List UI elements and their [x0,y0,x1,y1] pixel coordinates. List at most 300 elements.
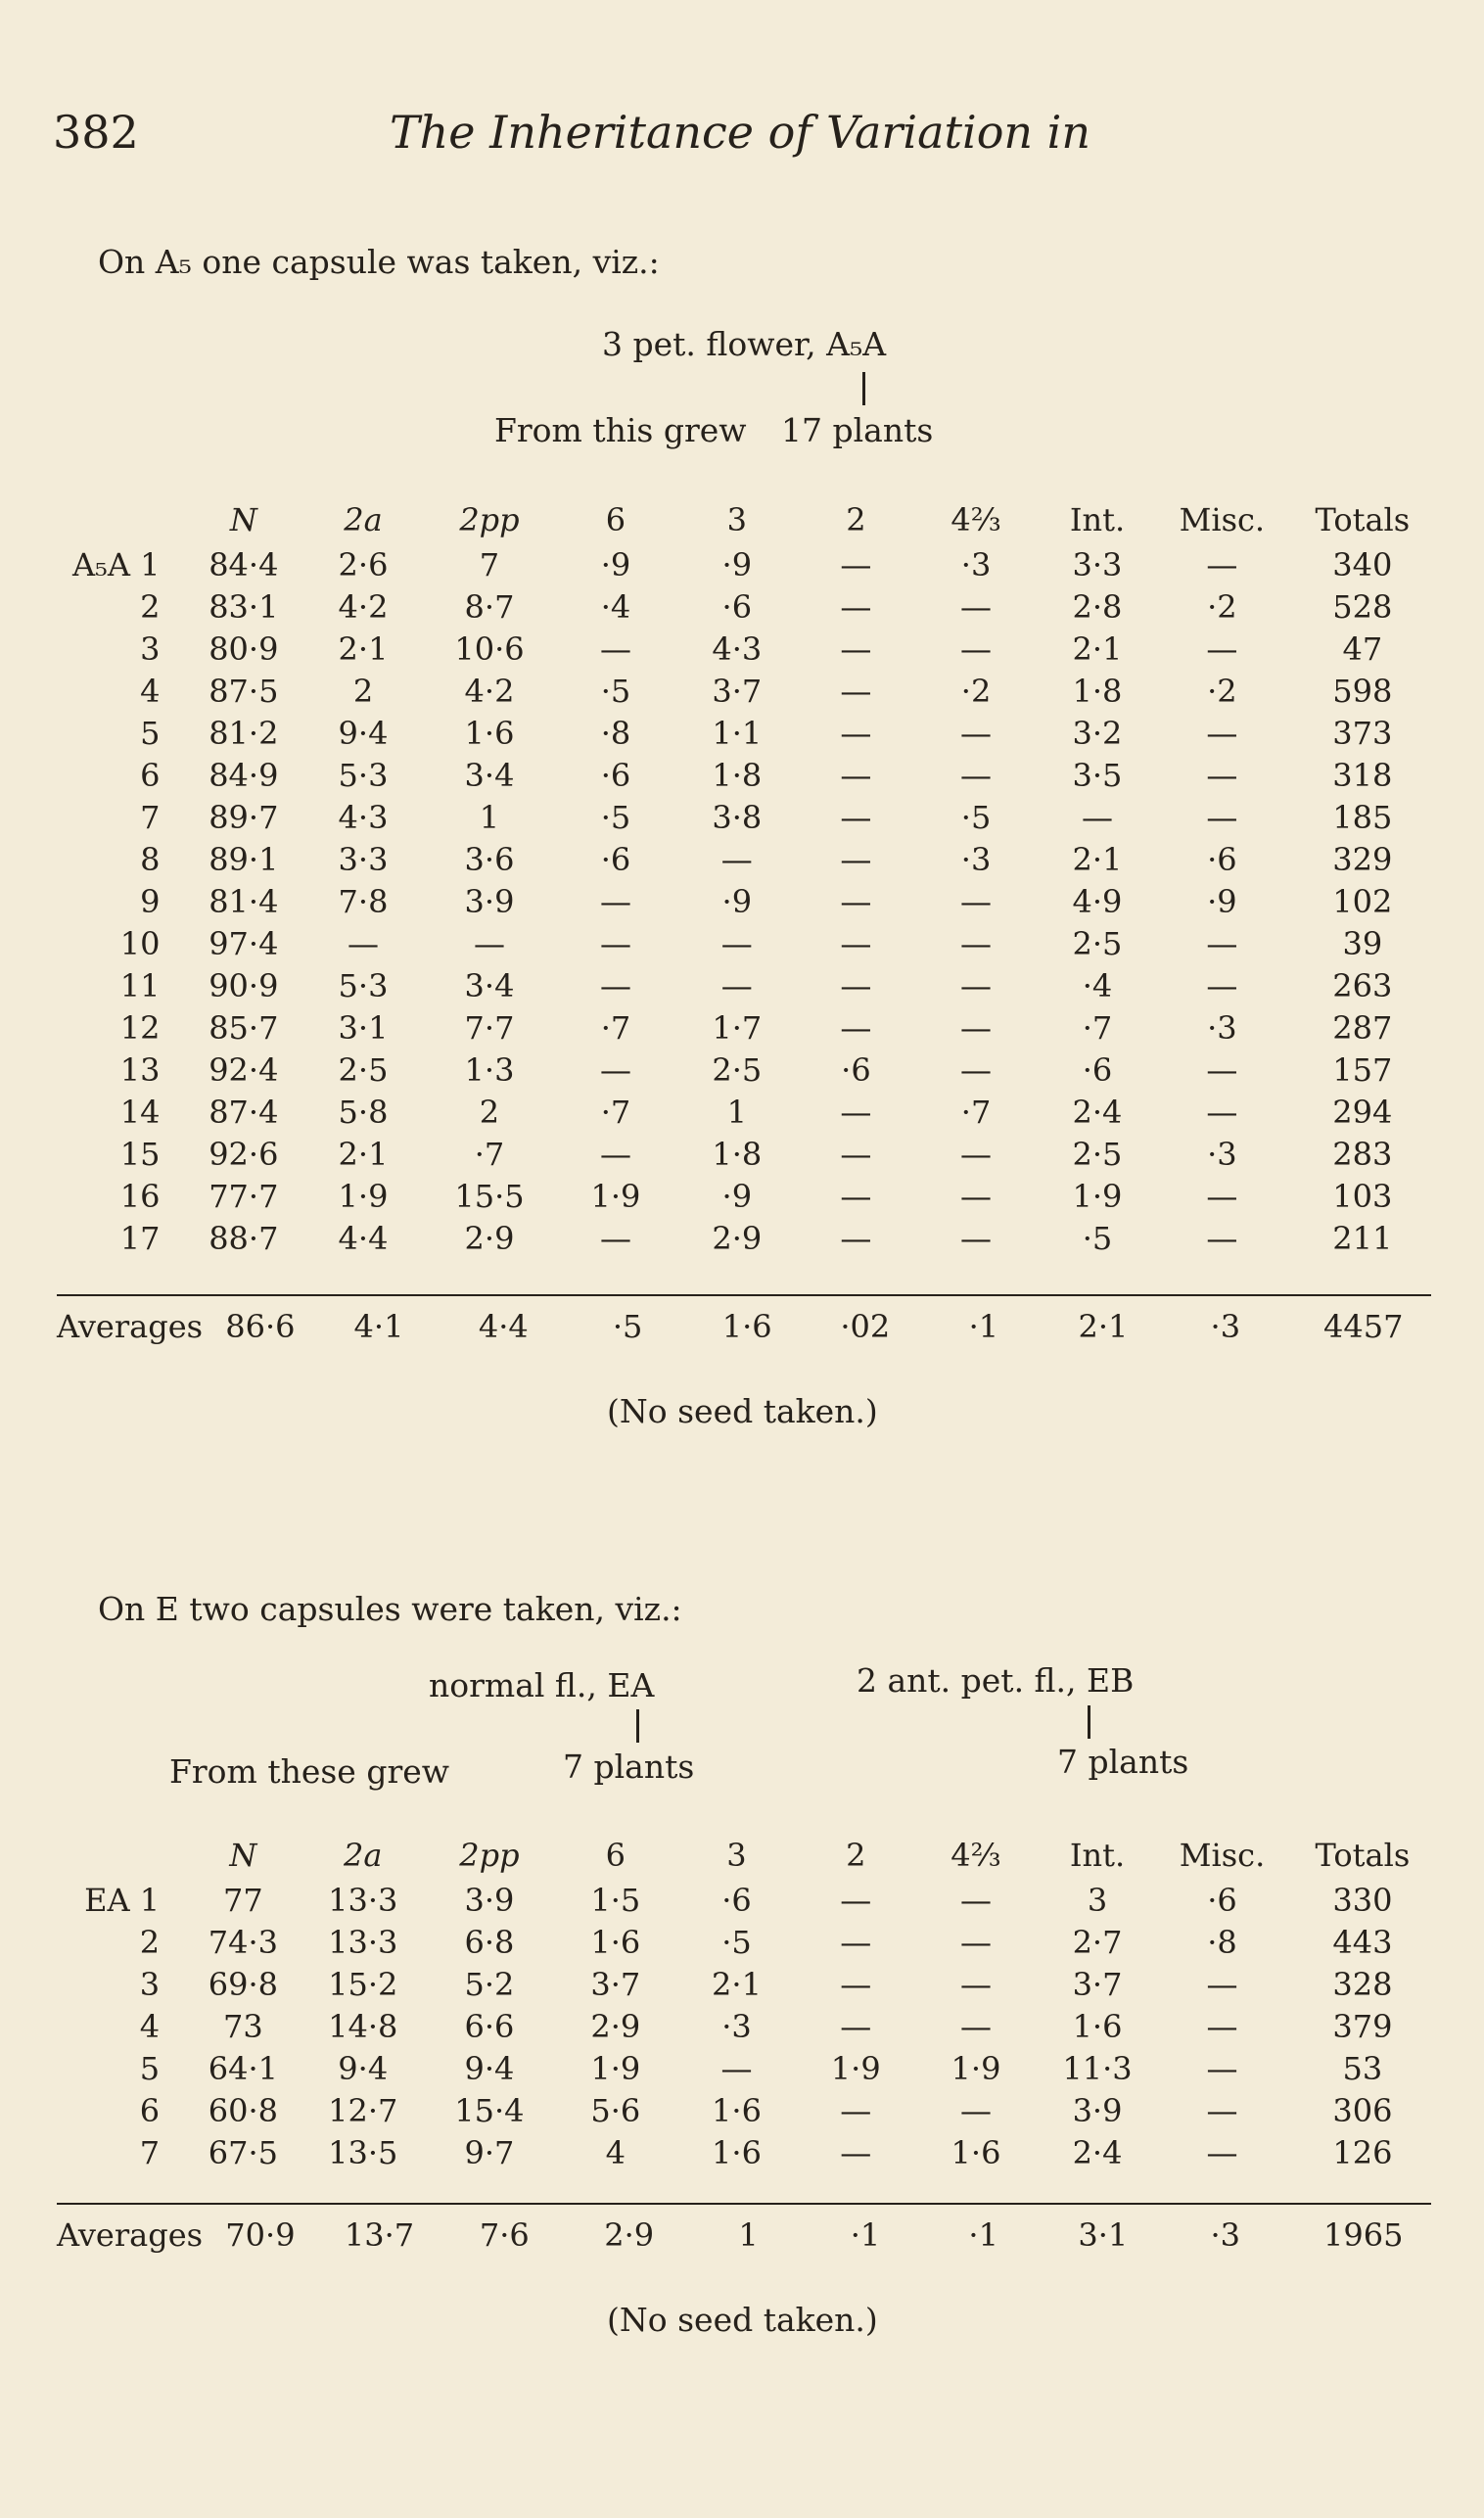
table-cell: 83·1 [209,588,279,626]
table-cell: 73 [223,2008,263,2045]
section1-table [57,495,1439,1260]
table-cell: — [1206,546,1238,583]
table-cell: ·6 [721,1882,752,1919]
table-row [57,2006,1439,2048]
table-cell: 2·6 [338,546,389,583]
column-header: 2pp [459,501,520,538]
table-cell: ·3 [1207,1136,1237,1173]
average-cell: 1965 [1323,2216,1404,2254]
table-cell: — [1206,1094,1238,1131]
average-cell: 3·1 [1078,2216,1129,2254]
table-cell: — [840,630,872,668]
table-cell: — [840,841,872,878]
section1-averages [57,1306,1439,1348]
column-header: 2pp [459,1837,520,1874]
table-row [57,1007,1439,1049]
row-label: 4 [140,673,161,710]
table-cell: — [959,1924,992,1961]
table-cell: 263 [1332,967,1393,1004]
table-row [57,1922,1439,1964]
row-label: 8 [140,841,161,878]
table-cell: 373 [1332,715,1393,752]
table-cell: ·4 [1082,967,1113,1004]
column-header [57,495,186,544]
table-cell: 88·7 [209,1220,279,1257]
table-cell: 13·5 [328,2134,398,2171]
section1-intro: On A₅ one capsule was taken, viz.: [98,243,660,281]
row-label: 14 [119,1094,161,1131]
table-cell: 84·4 [209,546,279,583]
table-row [57,544,1439,586]
row-label: EA 1 [84,1882,161,1919]
table-cell: 1·6 [464,715,515,752]
table-cell: 9·4 [464,2050,515,2087]
table-cell: ·6 [1207,1882,1237,1919]
table-cell: 2·5 [1072,925,1123,962]
table-cell: — [840,546,872,583]
table-cell: 1·3 [464,1051,515,1089]
average-cell: ·3 [1210,2216,1241,2254]
table-cell: 74·3 [208,1924,278,1961]
table-cell: 92·6 [209,1136,279,1173]
table-cell: — [1206,799,1238,836]
table-cell: 13·3 [328,1924,398,1961]
table-cell: 9·7 [464,2134,515,2171]
table-cell: 3·2 [1072,715,1123,752]
section1-note: (No seed taken.) [607,1392,878,1430]
table-cell: 15·2 [328,1966,398,2003]
table-cell: — [720,841,753,878]
table-row [57,2132,1439,2174]
table-cell: 3·4 [464,967,515,1004]
table-cell: 1 [479,799,500,836]
table-cell: 9·4 [338,2050,389,2087]
section1-descent-line [862,372,865,405]
table-cell: ·9 [721,883,753,920]
table-cell: ·6 [721,588,753,626]
average-cell: ·1 [968,2216,998,2254]
row-label: 16 [119,1178,161,1215]
table-cell: — [1206,1051,1238,1089]
table-row [57,923,1439,965]
table-cell: 3·9 [464,883,515,920]
table-cell: 4·4 [338,1220,389,1257]
table-cell: 2·1 [1072,841,1123,878]
table-cell: — [840,799,872,836]
table-cell: 7·8 [338,883,389,920]
averages-row [57,1306,1439,1348]
table-cell: — [960,1009,993,1047]
average-cell: 1 [738,2216,759,2254]
table-cell: 53 [1342,2050,1383,2087]
table-cell: 3·7 [590,1966,641,2003]
table-cell: — [840,1220,872,1257]
average-cell: ·5 [612,1308,643,1345]
table-cell: 15·5 [454,1178,525,1215]
table-cell: — [1206,1966,1238,2003]
table-cell: ·6 [1082,1051,1113,1089]
section2-parent-b: 2 ant. pet. fl., EB [857,1661,1135,1700]
table-cell: 12·7 [328,2092,398,2129]
table-cell: ·5 [600,673,631,710]
table-cell: — [1206,1220,1238,1257]
average-cell: ·3 [1210,1308,1241,1345]
table-cell: ·4 [600,588,631,626]
table-cell: 2·1 [712,1966,762,2003]
table-cell: — [840,757,872,794]
table-cell: 5·3 [338,967,389,1004]
row-label: 7 [140,799,161,836]
table-cell: 2 [479,1094,500,1131]
column-header: 6 [605,501,626,538]
table-cell: ·5 [721,1924,752,1961]
table-cell: ·6 [1207,841,1237,878]
table-row [57,881,1439,923]
column-header: 3 [726,501,747,538]
table-row [57,1049,1439,1092]
table-cell: 185 [1332,799,1393,836]
row-label: 6 [140,757,161,794]
average-cell: 1·6 [721,1308,772,1345]
table-cell: 528 [1332,588,1393,626]
section2-note: (No seed taken.) [607,2301,878,2339]
table-cell: 157 [1332,1051,1393,1089]
table-cell: 85·7 [209,1009,279,1047]
table-cell: — [1081,799,1113,836]
row-label: 3 [139,1966,161,2003]
table-cell: 283 [1332,1136,1393,1173]
table-cell: — [473,925,505,962]
table-cell: ·8 [1207,1924,1237,1961]
row-label: 6 [139,2092,161,2129]
table-cell: 14·8 [328,2008,398,2045]
section2-count-a: 7 plants [563,1748,695,1786]
table-cell: 1·5 [590,1882,641,1919]
table-row [57,671,1439,713]
row-label: 17 [119,1220,161,1257]
section2-descent-line-b [1088,1705,1090,1739]
section2-intro: On E two capsules were taken, viz.: [98,1590,682,1628]
table-cell: — [960,1051,993,1089]
table-cell: — [960,925,993,962]
average-cell: 4·1 [353,1308,404,1345]
table-cell: 1·6 [951,2134,1001,2171]
average-cell: ·1 [968,1308,999,1345]
average-cell: 70·9 [225,2216,296,2254]
table-cell: — [960,883,993,920]
table-cell: 102 [1332,883,1393,920]
table-cell: ·9 [600,546,631,583]
table-cell: 11·3 [1062,2050,1133,2087]
average-cell: 2·9 [604,2216,655,2254]
row-label: 13 [119,1051,161,1089]
row-label: 2 [139,1924,161,1961]
table-cell: ·7 [960,1094,992,1131]
table-cell: 69·8 [208,1966,278,2003]
table-cell: 2·8 [1072,588,1123,626]
table-cell: 1·9 [590,2050,641,2087]
column-header: N [229,1837,257,1874]
table-cell: — [840,673,872,710]
averages-label: Averages [57,2216,204,2254]
table-cell: — [599,883,631,920]
table-cell: — [1206,925,1238,962]
table-cell: 294 [1332,1094,1393,1131]
table-cell: 5·3 [338,757,389,794]
table-cell: — [599,925,631,962]
table-cell: — [959,2092,992,2129]
running-title: The Inheritance of Variation in [390,106,1091,159]
table-cell: 1·9 [1072,1178,1123,1215]
table-cell: 7 [479,546,500,583]
table-cell: 3·7 [712,673,763,710]
table-cell: 1 [726,1094,747,1131]
table-cell: 80·9 [209,630,279,668]
average-cell: 2·1 [1078,1308,1129,1345]
table-row [57,713,1439,755]
table-cell: — [348,925,379,962]
table-cell: 4·2 [338,588,389,626]
table-cell: 2·5 [338,1051,389,1089]
table-cell: 2·4 [1072,2134,1123,2171]
table-cell: — [840,883,872,920]
table-cell: 2 [352,673,374,710]
table-row [57,1964,1439,2006]
table-cell: 2·5 [712,1051,763,1089]
table-cell: ·5 [600,799,631,836]
table-cell: 64·1 [208,2050,278,2087]
table-cell: — [840,1882,872,1919]
table-cell: 103 [1332,1178,1393,1215]
table-row [57,1880,1439,1922]
row-label: A₅A 1 [71,546,161,583]
table-cell: 2·9 [464,1220,515,1257]
table-cell: 3·4 [464,757,515,794]
table-cell: — [959,2008,992,2045]
column-header: Int. [1069,1837,1126,1874]
row-label: 7 [139,2134,161,2171]
table-cell: 77 [223,1882,263,1919]
table-cell: ·7 [600,1009,631,1047]
table-cell: 126 [1332,2134,1393,2171]
average-cell: 7·6 [479,2216,530,2254]
table-cell: 60·8 [208,2092,278,2129]
table-cell: 84·9 [209,757,279,794]
table-cell: — [960,1136,993,1173]
table-cell: — [840,1094,872,1131]
table-cell: 329 [1332,841,1393,878]
column-header: Misc. [1179,501,1266,538]
averages-label: Averages [57,1308,204,1345]
table-cell: 340 [1332,546,1393,583]
section2-count-b: 7 plants [1057,1743,1189,1781]
column-header: 4⅔ [951,501,1001,538]
table-cell: 1·9 [951,2050,1001,2087]
table-cell: — [840,1924,872,1961]
table-cell: ·2 [960,673,992,710]
table-cell: — [599,1136,631,1173]
table-cell: 1·7 [712,1009,763,1047]
table-cell: 6·6 [464,2008,515,2045]
table-row [57,1176,1439,1218]
column-header: Misc. [1179,1837,1266,1874]
section1-grew-label: From this grew [494,411,747,449]
section2-parent-a: normal fl., EA [429,1666,655,1704]
table-cell: 1·6 [712,2134,762,2171]
table-cell: 287 [1332,1009,1393,1047]
table-cell: — [840,1136,872,1173]
table-cell: 3·5 [1072,757,1123,794]
table-row [57,797,1439,839]
table-row [57,629,1439,671]
table-row [57,2090,1439,2132]
table-cell: — [840,1966,872,2003]
table-cell: ·7 [474,1136,505,1173]
section2-grew-label: From these grew [169,1752,449,1791]
table-cell: — [840,2134,872,2171]
table-row [57,586,1439,629]
table-cell: ·5 [960,799,992,836]
column-header: 2 [846,1837,866,1874]
table-cell: 306 [1332,2092,1393,2129]
table-cell: 90·9 [209,967,279,1004]
table-cell: ·3 [960,546,992,583]
table-row [57,965,1439,1007]
table-cell: 4·3 [712,630,763,668]
average-cell: 4·4 [478,1308,529,1345]
table-cell: 328 [1332,1966,1393,2003]
table-cell: — [840,925,872,962]
row-label: 15 [119,1136,161,1173]
table-row [57,1092,1439,1134]
table-cell: ·3 [1207,1009,1237,1047]
table-cell: — [720,2050,753,2087]
column-header: Int. [1069,501,1126,538]
table-cell: — [840,1009,872,1047]
table-cell: 4·3 [338,799,389,836]
header-row [57,495,1439,544]
table-cell: — [1206,2092,1238,2129]
table-cell: 5·2 [464,1966,515,2003]
table-cell: — [959,1882,992,1919]
table-cell: 89·7 [209,799,279,836]
table-cell: 67·5 [208,2134,278,2171]
row-label: 3 [140,630,161,668]
row-label: 12 [119,1009,161,1047]
table-cell: 2·9 [712,1220,763,1257]
table-cell: ·6 [600,757,631,794]
table-cell: 1·9 [830,2050,881,2087]
table-cell: 2·4 [1072,1094,1123,1131]
section1-parent-label: 3 pet. flower, A₅A [602,325,887,363]
section1-averages-rule [57,1294,1431,1296]
table-cell: 81·4 [209,883,279,920]
table-cell: 3·8 [712,799,763,836]
average-cell: 4457 [1323,1308,1404,1345]
table-cell: — [960,630,993,668]
table-cell: ·2 [1207,588,1237,626]
table-cell: 3·3 [338,841,389,878]
row-label: 4 [139,2008,161,2045]
section2-table [57,1831,1439,2174]
table-cell: ·9 [1207,883,1237,920]
table-cell: — [599,1220,631,1257]
table-cell: 13·3 [328,1882,398,1919]
table-cell: 1·8 [1072,673,1123,710]
table-cell: 1·6 [712,2092,762,2129]
table-cell: 2·5 [1072,1136,1123,1173]
table-cell: 211 [1332,1220,1393,1257]
table-cell: 330 [1332,1882,1393,1919]
table-cell: 318 [1332,757,1393,794]
average-cell: ·1 [850,2216,881,2254]
table-row [57,839,1439,881]
table-cell: ·6 [841,1051,871,1089]
table-cell: ·9 [721,1178,753,1215]
table-cell: 5·8 [338,1094,389,1131]
row-label: 9 [140,883,161,920]
table-cell: 4·2 [464,673,515,710]
section1-grew-count: 17 plants [781,411,934,449]
table-cell: 1·9 [338,1178,389,1215]
table-cell: 77·7 [209,1178,279,1215]
row-label: 2 [140,588,161,626]
section2-averages-rule [57,2203,1431,2205]
table-cell: — [960,967,993,1004]
table-row [57,1134,1439,1176]
table-cell: 8·7 [464,588,515,626]
table-cell: 10·6 [454,630,525,668]
column-header: Totals [1315,1837,1411,1874]
table-cell: — [840,2008,872,2045]
average-cell: 86·6 [225,1308,296,1345]
table-cell: 5·6 [590,2092,641,2129]
table-cell: 4 [605,2134,626,2171]
table-cell: — [840,2092,872,2129]
table-cell: ·7 [600,1094,631,1131]
table-cell: — [960,1220,993,1257]
column-header: 6 [605,1837,626,1874]
table-row [57,755,1439,797]
table-cell: 2·1 [338,630,389,668]
table-cell: 97·4 [209,925,279,962]
table-cell: 89·1 [209,841,279,878]
table-cell: 1·6 [590,1924,641,1961]
table-cell: 379 [1332,2008,1393,2045]
table-cell: 6·8 [464,1924,515,1961]
table-cell: 3·9 [464,1882,515,1919]
header-row [57,1831,1439,1880]
table-cell: 87·5 [209,673,279,710]
table-cell: — [960,588,993,626]
table-cell: ·5 [1082,1220,1113,1257]
column-header [57,1831,185,1880]
table-cell: — [720,925,753,962]
page-number: 382 [53,106,139,159]
table-cell: — [1206,2134,1238,2171]
table-cell: — [1206,1178,1238,1215]
table-cell: 3·1 [338,1009,389,1047]
table-cell: 1·8 [712,757,763,794]
table-cell: 9·4 [338,715,389,752]
table-cell: 3·3 [1072,546,1123,583]
table-cell: — [1206,757,1238,794]
table-cell: 3·7 [1072,1966,1123,2003]
column-header: Totals [1315,501,1411,538]
table-cell: — [960,1178,993,1215]
column-header: 2a [344,501,383,538]
table-cell: ·3 [721,2008,752,2045]
